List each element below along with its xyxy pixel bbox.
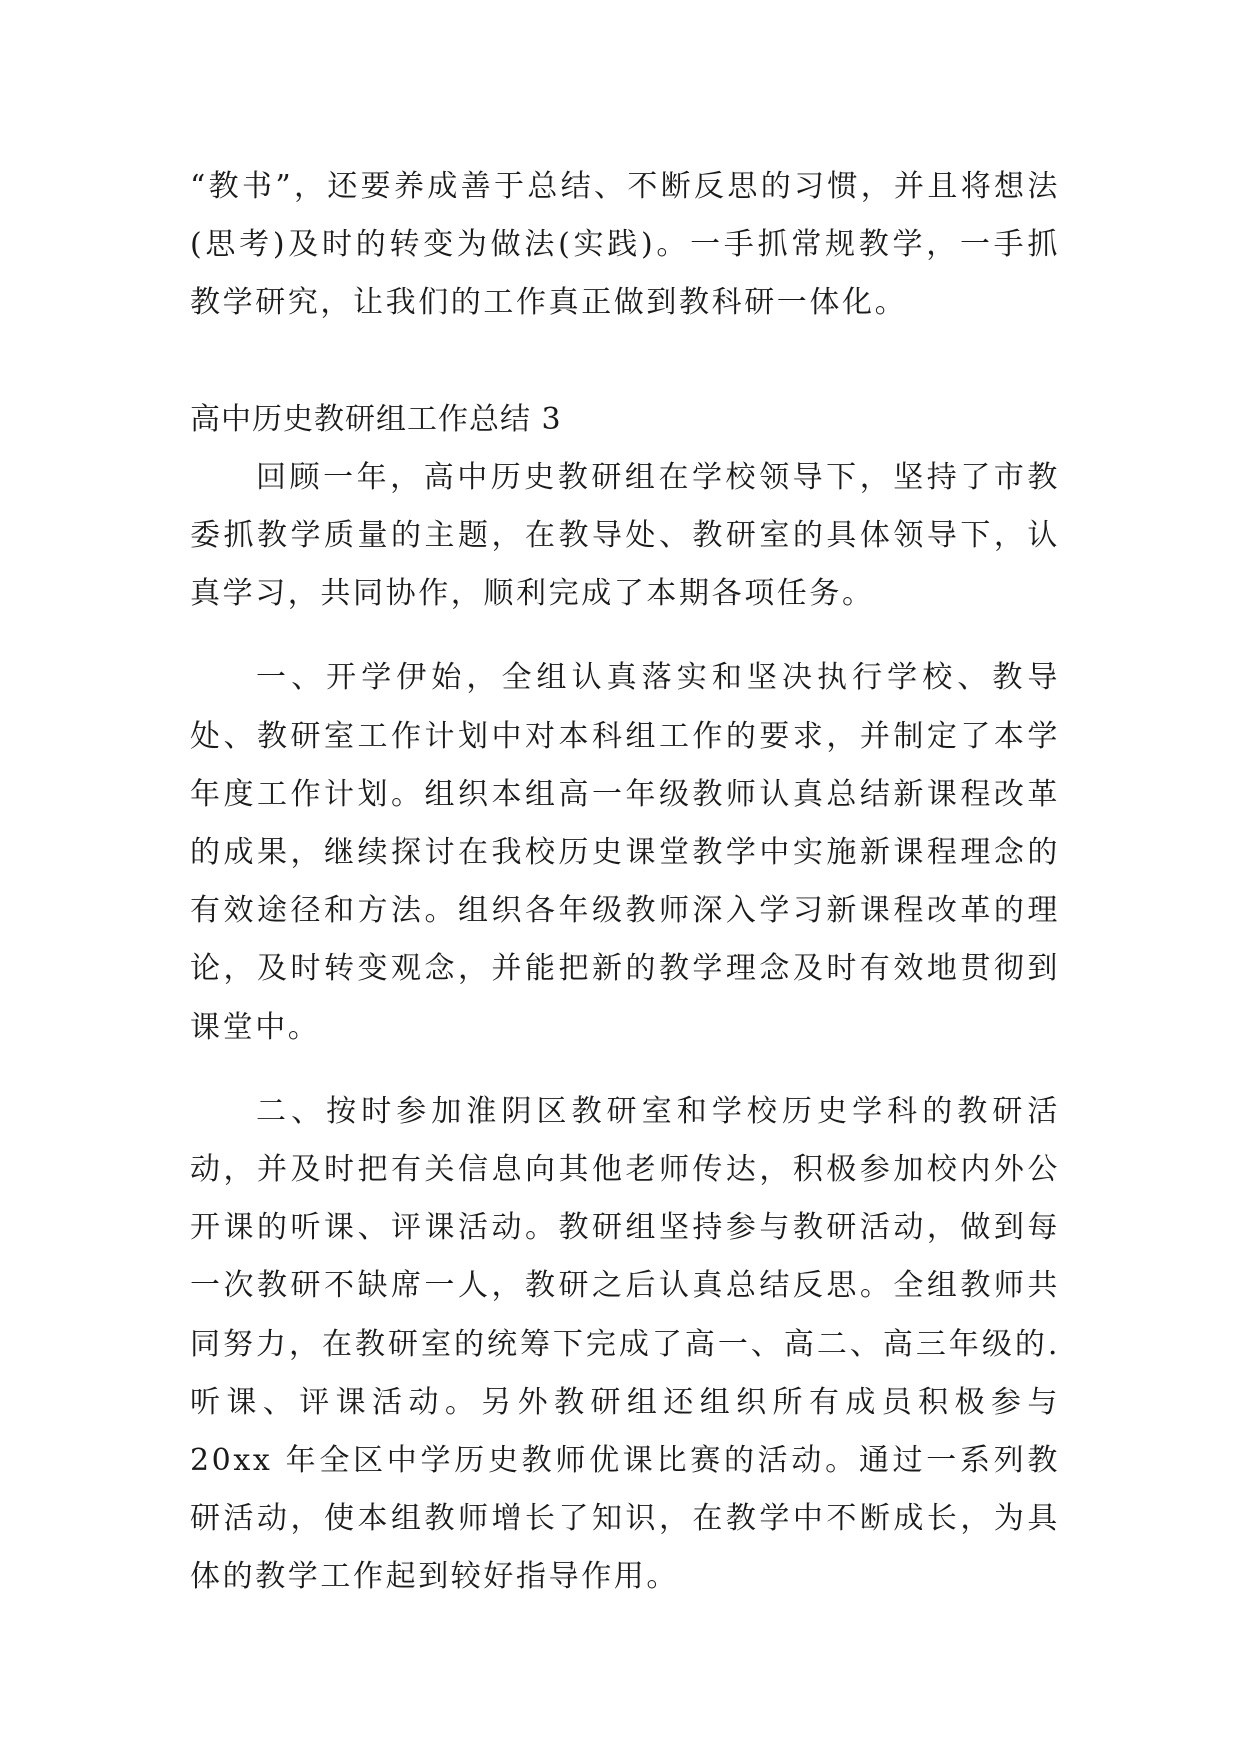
paragraph-item-1: 一、开学伊始，全组认真落实和坚决执行学校、教导处、教研室工作计划中对本科组工作的要求，并制定了本学年度工作计划。组织本组高一年级教师认真总结新课程改革的成果，继续探讨在我校历史课堂教学中实施新课程理念的有效途径和方法。组织各年级教师深入学习新课程改革的理论，及时转变观念，并能把新的教学理念及时有效地贯彻到课堂中。 <box>190 660 1060 1045</box>
document-body <box>190 158 1060 1607</box>
paragraph-item-2: 二、按时参加淮阴区教研室和学校历史学科的教研活动，并及时把有关信息向其他老师传达，积极参加校内外公开课的听课、评课活动。教研组坚持参与教研活动，做到每一次教研不缺席一人，教研之后认真总结反思。全组教师共同努力，在教研室的统筹下完成了高一、高二、高三年级的.听课、评课活动。另外教研组还组织所有成员积极参与 20xx 年全区中学历史教师优课比赛的活动。通过一系列教研活动，使本组教师增长了知识，在教学中不断成长，为具体的教学工作起到较好指导作用。 <box>190 1093 1060 1595</box>
continuation-paragraph: “教书”，还要养成善于总结、不断反思的习惯，并且将想法(思考)及时的转变为做法(实践)。一手抓常规教学，一手抓教学研究，让我们的工作真正做到教科研一体化。 <box>190 169 1060 321</box>
section-title: 高中历史教研组工作总结 3 <box>190 401 562 437</box>
paragraph-intro: 回顾一年，高中历史教研组在学校领导下，坚持了市教委抓教学质量的主题，在教导处、教研室的具体领导下，认真学习，共同协作，顺利完成了本期各项任务。 <box>190 459 1060 612</box>
